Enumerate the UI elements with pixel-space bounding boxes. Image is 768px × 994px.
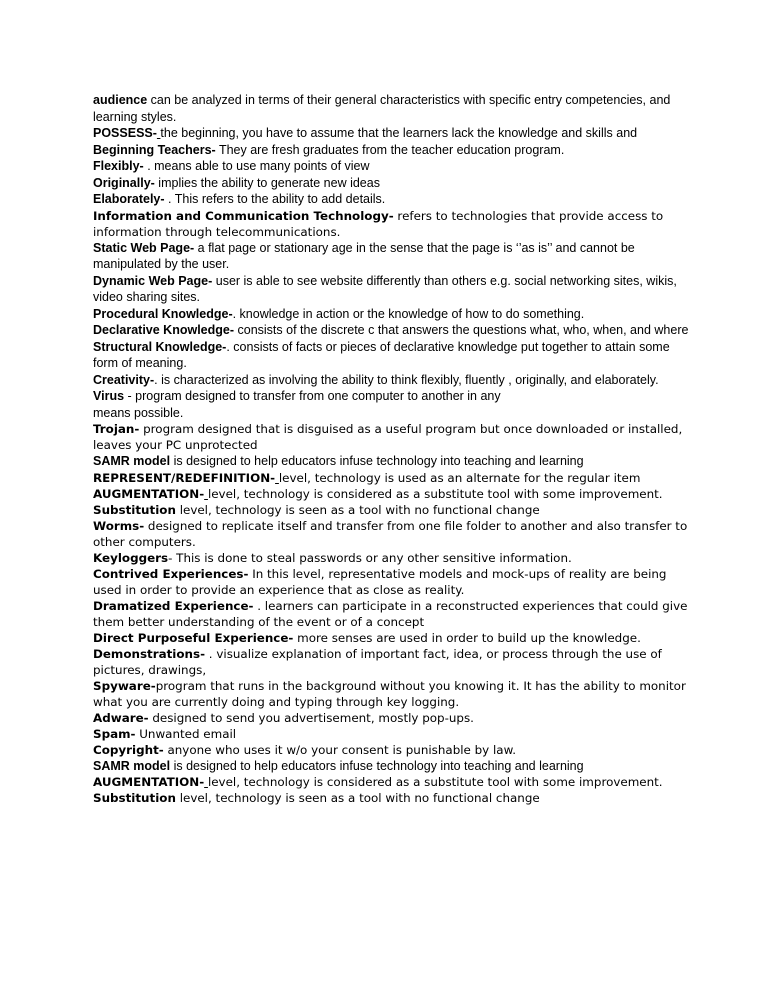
- entry-definition: is designed to help educators infuse technology into teaching and learning: [170, 454, 584, 468]
- glossary-entry: [93, 502, 693, 518]
- glossary-entry: [93, 306, 693, 323]
- entry-definition: level, technology is seen as a tool with no functional change: [175, 791, 540, 805]
- entry-definition: level, technology is considered as a substitute tool with some improvement.: [207, 486, 663, 501]
- entry-definition: . is characterized as involving the ability to think flexibly, fluently , originally, and elaborately.: [154, 372, 659, 387]
- glossary-entry: [93, 142, 693, 159]
- entry-term: audience: [93, 93, 148, 107]
- glossary-entry: [93, 208, 693, 240]
- glossary-entry: [93, 453, 693, 470]
- entry-term: Copyright-: [93, 742, 164, 757]
- entry-term: Elaborately-: [93, 192, 165, 206]
- entry-definition: level, technology is used as an alternate for the regular item: [278, 470, 641, 485]
- glossary-entry: [93, 742, 693, 758]
- entry-term: Dramatized Experience-: [93, 598, 254, 613]
- glossary-entry: [93, 158, 693, 175]
- entry-term: Structural Knowledge-: [93, 339, 227, 354]
- entry-definition: level, technology is considered as a substitute tool with some improvement.: [207, 775, 663, 789]
- entry-term: Demonstrations-: [93, 646, 206, 661]
- glossary-entry: [93, 678, 693, 710]
- glossary-entry: [93, 125, 693, 142]
- entry-definition: implies the ability to generate new ideas: [154, 175, 380, 190]
- entry-term: SAMR model: [93, 758, 171, 773]
- entry-definition: . knowledge in action or the knowledge of how to do something.: [232, 306, 585, 321]
- entry-term: Keyloggers: [93, 550, 169, 565]
- entry-definition: - This is done to steal passwords or any other sensitive information.: [168, 550, 572, 565]
- entry-definition: In this level, representative models and mock-ups of reality are being used in order to provide an experience that as close as reality.: [93, 566, 667, 597]
- glossary-entry: [93, 486, 693, 502]
- entry-definition: . means able to use many points of view: [143, 159, 370, 173]
- entry-term: Substitution: [93, 791, 176, 805]
- entry-term: Direct Purposeful Experience-: [93, 630, 294, 645]
- entry-definition: . learners can participate in a reconstructed experiences that could give them better understanding of the event or of a concept: [93, 598, 688, 629]
- glossary-entry: [93, 518, 693, 550]
- glossary-entry: [93, 646, 693, 678]
- glossary-entry: [93, 630, 693, 646]
- entry-term: Dynamic Web Page-: [93, 273, 213, 288]
- entry-definition: consists of the discrete c that answers the questions what, who, when, and where: [234, 323, 689, 337]
- document-page: [93, 92, 693, 806]
- entry-term: Virus: [93, 389, 125, 403]
- entry-term: Spam-: [93, 726, 136, 741]
- glossary-entry: [93, 726, 693, 742]
- entry-definition: refers to technologies that provide access to information through telecommunications.: [93, 208, 664, 239]
- entry-term: Trojan-: [93, 422, 140, 436]
- glossary-entry: [93, 175, 693, 192]
- glossary-entry: [93, 470, 693, 486]
- glossary-entry: [93, 388, 693, 421]
- entry-definition: . consists of facts or pieces of declarative knowledge put together to attain some form of meaning.: [93, 339, 670, 370]
- entry-term: Declarative Knowledge-: [93, 323, 235, 337]
- glossary-entry: [93, 191, 693, 208]
- entry-definition: designed to replicate itself and transfer from one file folder to another and also transfer to other computers.: [93, 518, 688, 549]
- glossary-entry: [93, 790, 693, 806]
- entry-term: Substitution: [93, 502, 176, 517]
- entry-term: POSSESS-: [93, 126, 157, 140]
- entry-term: Procedural Knowledge-: [93, 306, 233, 321]
- entry-term: Originally-: [93, 175, 155, 190]
- entry-definition: Unwanted email: [135, 726, 237, 741]
- entry-definition: level, technology is seen as a tool with no functional change: [175, 502, 540, 517]
- entry-definition: user is able to see website differently than others e.g. social networking sites, wikis, video sharing sites.: [93, 273, 677, 304]
- entry-definition: program designed that is disguised as a useful program but once downloaded or installed, leaves your PC unprotected: [93, 422, 683, 452]
- glossary-entry: [93, 421, 693, 453]
- entry-term: Creativity-: [93, 372, 155, 387]
- entry-term: Contrived Experiences-: [93, 566, 249, 581]
- entry-term: Worms-: [93, 518, 145, 533]
- glossary-entry: [93, 598, 693, 630]
- entry-term: Beginning Teachers-: [93, 142, 216, 157]
- entry-term: Adware-: [93, 710, 149, 725]
- entry-term: AUGMENTATION-: [93, 775, 205, 789]
- entry-definition: . visualize explanation of important fact, idea, or process through the use of pictures, drawings,: [93, 646, 662, 677]
- glossary-entry: [93, 240, 693, 273]
- entry-definition: - program designed to transfer from one computer to another in any means possible.: [93, 389, 501, 420]
- entry-term: AUGMENTATION-: [93, 486, 205, 501]
- glossary-entry: [93, 372, 693, 389]
- entry-term: Spyware-: [93, 678, 156, 693]
- entry-definition: more senses are used in order to build up the knowledge.: [293, 630, 641, 645]
- entry-definition: program that runs in the background without you knowing it. It has the ability to monitor what you are currently doing and typing through key logging.: [93, 678, 686, 709]
- entry-definition: the beginning, you have to assume that the learners lack the knowledge and skills and: [160, 126, 638, 140]
- glossary-entry: [93, 92, 693, 125]
- entry-definition: designed to send you advertisement, mostly pop-ups.: [148, 710, 474, 725]
- glossary-entry: [93, 322, 693, 339]
- glossary-entry: [93, 550, 693, 566]
- entry-definition: . This refers to the ability to add details.: [164, 192, 386, 206]
- glossary-entry: [93, 774, 693, 790]
- entry-definition: anyone who uses it w/o your consent is punishable by law.: [163, 742, 517, 757]
- entry-term: Information and Communication Technology-: [93, 208, 394, 223]
- entry-term: Static Web Page-: [93, 240, 195, 255]
- entry-definition: They are fresh graduates from the teacher education program.: [215, 142, 565, 157]
- glossary-entry: [93, 710, 693, 726]
- glossary-entry: [93, 339, 693, 372]
- entry-definition: can be analyzed in terms of their general characteristics with specific entry competencies, and learning styles.: [93, 93, 671, 124]
- entry-definition: a flat page or stationary age in the sense that the page is ‘’as is’’ and cannot be manipulated by the user.: [93, 240, 635, 271]
- glossary-entry: [93, 273, 693, 306]
- glossary-entry: [93, 758, 693, 775]
- glossary-entry: [93, 566, 693, 598]
- entry-term: Flexibly-: [93, 159, 144, 173]
- entry-term: REPRESENT/REDEFINITION-: [93, 470, 276, 485]
- entry-definition: is designed to help educators infuse technology into teaching and learning: [170, 758, 584, 773]
- entry-term: SAMR model: [93, 454, 171, 468]
